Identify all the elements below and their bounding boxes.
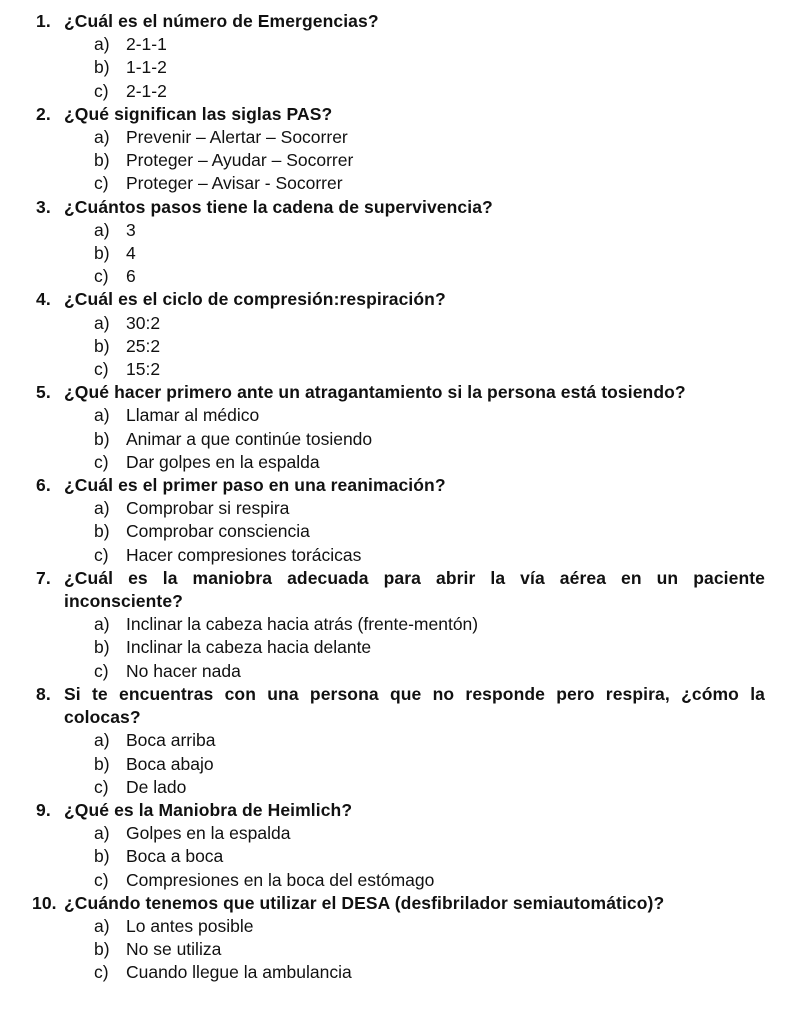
option-text: Lo antes posible bbox=[126, 915, 254, 936]
question-number: 1. bbox=[36, 11, 51, 31]
option-c bbox=[0, 544, 787, 567]
question-number: 6. bbox=[36, 475, 51, 496]
question-line bbox=[0, 799, 787, 822]
option-c bbox=[0, 961, 787, 984]
option-b bbox=[0, 428, 787, 451]
question-number: 10. bbox=[32, 892, 57, 913]
option-text: 15:2 bbox=[126, 359, 161, 380]
option-a bbox=[0, 729, 787, 752]
option-b bbox=[0, 845, 787, 868]
option-text: 2-1-1 bbox=[126, 34, 167, 55]
option-a bbox=[0, 312, 787, 335]
option-letter: a) bbox=[94, 915, 110, 936]
option-text: 30:2 bbox=[126, 312, 161, 333]
question-number: 7. bbox=[36, 567, 51, 588]
option-letter: c) bbox=[94, 776, 109, 797]
option-list bbox=[0, 126, 787, 196]
question-10 bbox=[0, 892, 787, 985]
option-text: Prevenir – Alertar – Socorrer bbox=[126, 127, 348, 148]
question-number: 4. bbox=[36, 289, 51, 310]
option-letter: c) bbox=[94, 660, 109, 681]
option-b bbox=[0, 149, 787, 172]
question-text: ¿Cuál es la maniobra adecuada para abrir la vía aérea en un paciente inconsciente? bbox=[64, 567, 765, 612]
question-text: ¿Cuándo tenemos que utilizar el DESA (desfibrilador semiautomático)? bbox=[64, 892, 665, 913]
quiz-document bbox=[0, 10, 787, 985]
question-9 bbox=[0, 799, 787, 892]
question-2 bbox=[0, 103, 787, 196]
option-text: Inclinar la cabeza hacia atrás (frente-mentón) bbox=[126, 614, 479, 635]
question-number: 8. bbox=[36, 683, 51, 704]
option-letter: c) bbox=[94, 80, 109, 101]
option-letter: a) bbox=[94, 730, 110, 751]
question-text: ¿Cuál es el ciclo de compresión:respiración? bbox=[64, 289, 446, 310]
option-letter: b) bbox=[94, 428, 110, 449]
option-letter: b) bbox=[94, 335, 110, 356]
option-c bbox=[0, 776, 787, 799]
option-letter: b) bbox=[94, 753, 110, 774]
question-8 bbox=[0, 683, 787, 799]
option-b bbox=[0, 335, 787, 358]
option-text: Boca abajo bbox=[126, 753, 214, 774]
question-text: Si te encuentras con una persona que no responde pero respira, ¿cómo la colocas? bbox=[64, 683, 765, 728]
option-a bbox=[0, 126, 787, 149]
option-text: Compresiones en la boca del estómago bbox=[126, 869, 435, 890]
question-line bbox=[0, 474, 787, 497]
option-a bbox=[0, 915, 787, 938]
option-text: 25:2 bbox=[126, 335, 161, 356]
option-a bbox=[0, 822, 787, 845]
question-5 bbox=[0, 381, 787, 474]
option-text: Proteger – Avisar - Socorrer bbox=[126, 173, 343, 194]
question-text: ¿Qué es la Maniobra de Heimlich? bbox=[64, 799, 353, 820]
question-number: 2. bbox=[36, 103, 51, 124]
option-list bbox=[0, 33, 787, 103]
option-letter: a) bbox=[94, 405, 110, 426]
option-b bbox=[0, 520, 787, 543]
option-letter: c) bbox=[94, 266, 109, 287]
option-letter: b) bbox=[94, 150, 110, 171]
option-text: De lado bbox=[126, 776, 187, 797]
option-list bbox=[0, 497, 787, 567]
option-text: No se utiliza bbox=[126, 939, 222, 960]
option-text: 6 bbox=[126, 266, 136, 287]
option-text: Inclinar la cabeza hacia delante bbox=[126, 637, 372, 658]
question-line bbox=[0, 10, 787, 33]
option-c bbox=[0, 869, 787, 892]
question-text: ¿Qué significan las siglas PAS? bbox=[64, 103, 333, 124]
question-text: ¿Cuál es el primer paso en una reanimación? bbox=[64, 475, 446, 496]
option-letter: b) bbox=[94, 57, 110, 78]
question-6 bbox=[0, 474, 787, 567]
option-letter: a) bbox=[94, 312, 110, 333]
option-text: Dar golpes en la espalda bbox=[126, 451, 320, 472]
option-list bbox=[0, 404, 787, 474]
option-letter: b) bbox=[94, 521, 110, 542]
question-line bbox=[0, 103, 787, 126]
option-c bbox=[0, 660, 787, 683]
option-a bbox=[0, 219, 787, 242]
option-letter: b) bbox=[94, 243, 110, 264]
option-text: 3 bbox=[126, 219, 136, 240]
option-letter: b) bbox=[94, 939, 110, 960]
option-list bbox=[0, 729, 787, 799]
option-letter: a) bbox=[94, 219, 110, 240]
question-line bbox=[0, 567, 787, 613]
question-line bbox=[0, 381, 787, 404]
question-3 bbox=[0, 196, 787, 289]
option-c bbox=[0, 172, 787, 195]
option-text: Animar a que continúe tosiendo bbox=[126, 428, 373, 449]
option-text: 2-1-2 bbox=[126, 80, 167, 101]
option-text: Cuando llegue la ambulancia bbox=[126, 962, 352, 983]
option-b bbox=[0, 938, 787, 961]
option-a bbox=[0, 404, 787, 427]
question-4 bbox=[0, 288, 787, 381]
option-c bbox=[0, 358, 787, 381]
option-c bbox=[0, 265, 787, 288]
option-text: Proteger – Ayudar – Socorrer bbox=[126, 150, 354, 171]
option-text: 1-1-2 bbox=[126, 57, 167, 78]
option-text: 4 bbox=[126, 243, 136, 264]
option-list bbox=[0, 312, 787, 382]
option-b bbox=[0, 636, 787, 659]
option-letter: b) bbox=[94, 846, 110, 867]
option-a bbox=[0, 613, 787, 636]
option-b bbox=[0, 56, 787, 79]
option-letter: c) bbox=[94, 962, 109, 983]
option-text: Golpes en la espalda bbox=[126, 823, 291, 844]
option-letter: c) bbox=[94, 544, 109, 565]
option-text: No hacer nada bbox=[126, 660, 241, 681]
option-letter: c) bbox=[94, 451, 109, 472]
option-text: Hacer compresiones torácicas bbox=[126, 544, 362, 565]
question-number: 9. bbox=[36, 799, 51, 820]
question-line bbox=[0, 683, 787, 729]
option-text: Comprobar consciencia bbox=[126, 521, 310, 542]
option-text: Boca arriba bbox=[126, 730, 216, 751]
option-letter: a) bbox=[94, 614, 110, 635]
question-number: 5. bbox=[36, 382, 51, 403]
option-text: Comprobar si respira bbox=[126, 498, 290, 519]
option-list bbox=[0, 613, 787, 683]
option-letter: a) bbox=[94, 34, 110, 55]
option-b bbox=[0, 242, 787, 265]
option-text: Llamar al médico bbox=[126, 405, 260, 426]
option-text: Boca a boca bbox=[126, 846, 224, 867]
option-letter: c) bbox=[94, 359, 109, 380]
option-letter: b) bbox=[94, 637, 110, 658]
option-a bbox=[0, 497, 787, 520]
question-line bbox=[0, 196, 787, 219]
question-number: 3. bbox=[36, 196, 51, 217]
question-text: ¿Cuál es el número de Emergencias? bbox=[64, 11, 379, 31]
option-letter: a) bbox=[94, 127, 110, 148]
option-c bbox=[0, 80, 787, 103]
option-letter: a) bbox=[94, 498, 110, 519]
question-text: ¿Cuántos pasos tiene la cadena de supervivencia? bbox=[64, 196, 493, 217]
option-list bbox=[0, 822, 787, 892]
option-letter: c) bbox=[94, 173, 109, 194]
option-list bbox=[0, 915, 787, 985]
option-letter: a) bbox=[94, 823, 110, 844]
question-line bbox=[0, 892, 787, 915]
option-b bbox=[0, 753, 787, 776]
question-text: ¿Qué hacer primero ante un atragantamiento si la persona está tosiendo? bbox=[64, 382, 686, 403]
option-letter: c) bbox=[94, 869, 109, 890]
question-1 bbox=[0, 10, 787, 103]
option-list bbox=[0, 219, 787, 289]
question-7 bbox=[0, 567, 787, 683]
option-a bbox=[0, 33, 787, 56]
question-line bbox=[0, 288, 787, 311]
option-c bbox=[0, 451, 787, 474]
